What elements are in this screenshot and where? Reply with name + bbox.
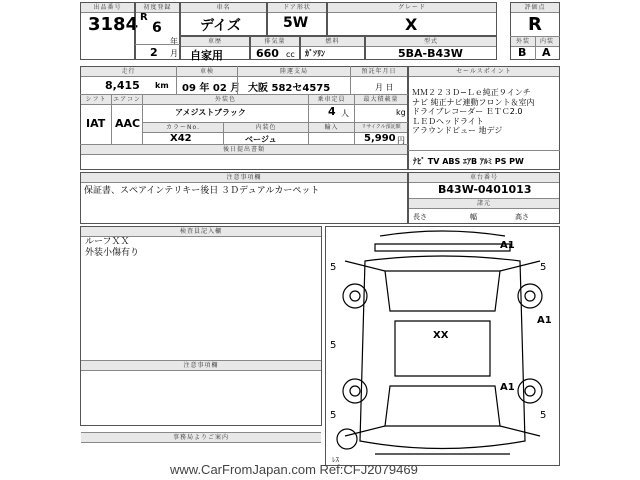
selling-point-line: アラウンドビュー 地デジ [412, 126, 503, 135]
selling-point-line: ＭＭ２２３Ｄ−Ｌｅ純正９インチ [412, 88, 531, 97]
import-label: 輸入 [309, 123, 354, 133]
shift-value: IAT [86, 117, 106, 130]
equipment-list: ﾅﾋﾞ TV ABS ｴｱB ｱﾙﾐ PS PW [413, 157, 524, 166]
selling-points-list [412, 88, 535, 136]
usage-value: 自家用 [190, 49, 223, 62]
shift-label: シフト [81, 95, 111, 105]
recycle-unit: 円 [397, 136, 405, 145]
inspector-line: 外装小傷有り [85, 248, 140, 258]
model-label: 車名 [181, 3, 266, 13]
mileage-unit: km [155, 81, 169, 90]
spare-label: ﾚｽ [332, 456, 339, 464]
width-label: 幅 [470, 213, 477, 221]
recycle-date-label: 預託年月日 [351, 67, 407, 77]
length-label: 長さ [413, 213, 427, 221]
rear-docs-label: 後日提出書類 [81, 145, 407, 155]
door-label: ドア形状 [268, 3, 326, 13]
damage-mark-side: A1 [537, 315, 552, 326]
dim-title: 諸元 [409, 198, 559, 209]
tire-fr: 5 [540, 262, 547, 273]
tire-center: 5 [330, 340, 337, 351]
damage-mark-front: A1 [500, 240, 515, 251]
recycle-label: リサイクル預託額 [355, 123, 407, 133]
int-score: A [542, 46, 551, 59]
notes-text: 保証書、スペアインテリキー後日 ３Ｄデュアルカーペット [84, 186, 320, 196]
capacity-label: 乗車定員 [309, 95, 354, 105]
notes-title: 注意事項欄 [81, 173, 407, 183]
tire-rl: 5 [330, 410, 337, 421]
reg-label: 初度登録 [136, 3, 179, 13]
ac-label: エアコン [113, 96, 141, 103]
height-label: 高さ [515, 213, 529, 221]
type-value: 5BA-B43W [398, 47, 463, 60]
chassis-number: B43W-0401013 [438, 183, 532, 196]
notice-title: 注意事項欄 [81, 360, 321, 371]
lot-number: 3184 [88, 14, 139, 35]
capacity-value: 4 [328, 105, 336, 118]
inspector-notes [85, 237, 139, 259]
grade-value: X [405, 15, 418, 34]
inspector-line: ルーフＸＸ [85, 237, 130, 247]
selling-point-line: ＬＥＤヘッドライト [412, 116, 484, 126]
recycle-value: 5,990 [364, 133, 396, 144]
inspection-value: 09 年 02 月 [182, 83, 241, 94]
score-value: R [528, 14, 542, 35]
color-value: アメジストブラック [175, 108, 246, 117]
recycle-date-value: 月 日 [375, 83, 394, 92]
selling-point-line: ドライブレコーダー ＥＴＣ2.0 [412, 107, 523, 116]
color-no-label: カラーNo. [143, 123, 223, 133]
cc-value: 660 [256, 47, 279, 60]
score-label: 評価点 [511, 3, 559, 13]
fuel-label: 燃料 [301, 37, 364, 47]
watermark: www.CarFromJapan.com Ref:CFJ2079469 [170, 462, 418, 477]
chassis-title: 車台番号 [409, 173, 559, 183]
usage-label: 車歴 [181, 37, 249, 47]
tire-fl: 5 [330, 262, 337, 273]
cc-label: 排気量 [251, 37, 299, 47]
ac-value: AAC [115, 117, 141, 130]
mileage-value: 8,415 [105, 79, 140, 92]
lot-label: 出品番号 [81, 3, 134, 13]
fuel-value: ｶﾞｿﾘﾝ [305, 49, 325, 58]
mileage-label: 走行 [81, 67, 176, 77]
reg-year: 6 [152, 20, 162, 36]
model-name: デイズ [200, 18, 241, 34]
plate-label: 陸運支局 [238, 67, 350, 77]
int-color-label: 内装色 [224, 123, 308, 133]
door-type: 5W [283, 15, 309, 31]
inspector-title: 検査員記入欄 [81, 227, 321, 237]
tire-rr: 5 [540, 410, 547, 421]
reg-era: R [140, 12, 148, 23]
inspection-label: 車検 [177, 67, 237, 77]
type-label: 型式 [366, 37, 496, 47]
load-unit: kg [396, 108, 406, 117]
reg-month-unit: 月 [170, 49, 178, 58]
car-diagram [325, 226, 560, 466]
damage-mark-roof: XX [433, 330, 449, 341]
color-label: 外装色 [143, 95, 308, 105]
grade-label: グレード [328, 3, 496, 13]
reg-year-unit: 年 [170, 37, 178, 46]
plate-value: 大阪 582セ4575 [248, 83, 331, 94]
capacity-unit: 人 [341, 109, 349, 118]
ext-label: 外装 [511, 37, 535, 47]
selling-points-title: セールスポイント [409, 67, 559, 77]
color-no-value: X42 [170, 133, 192, 144]
cc-unit: cc [286, 50, 295, 59]
damage-mark-rear: A1 [500, 382, 515, 393]
reg-month: 2 [150, 46, 158, 59]
ext-score: B [518, 46, 527, 59]
int-label: 内装 [535, 37, 559, 47]
selling-point-line: ナビ 純正ナビ連動フロント＆室内 [412, 97, 535, 107]
int-color-value: ベージュ [245, 135, 277, 144]
office-title: 事務局よりご案内 [81, 432, 321, 443]
load-label: 最大積載量 [355, 95, 407, 105]
